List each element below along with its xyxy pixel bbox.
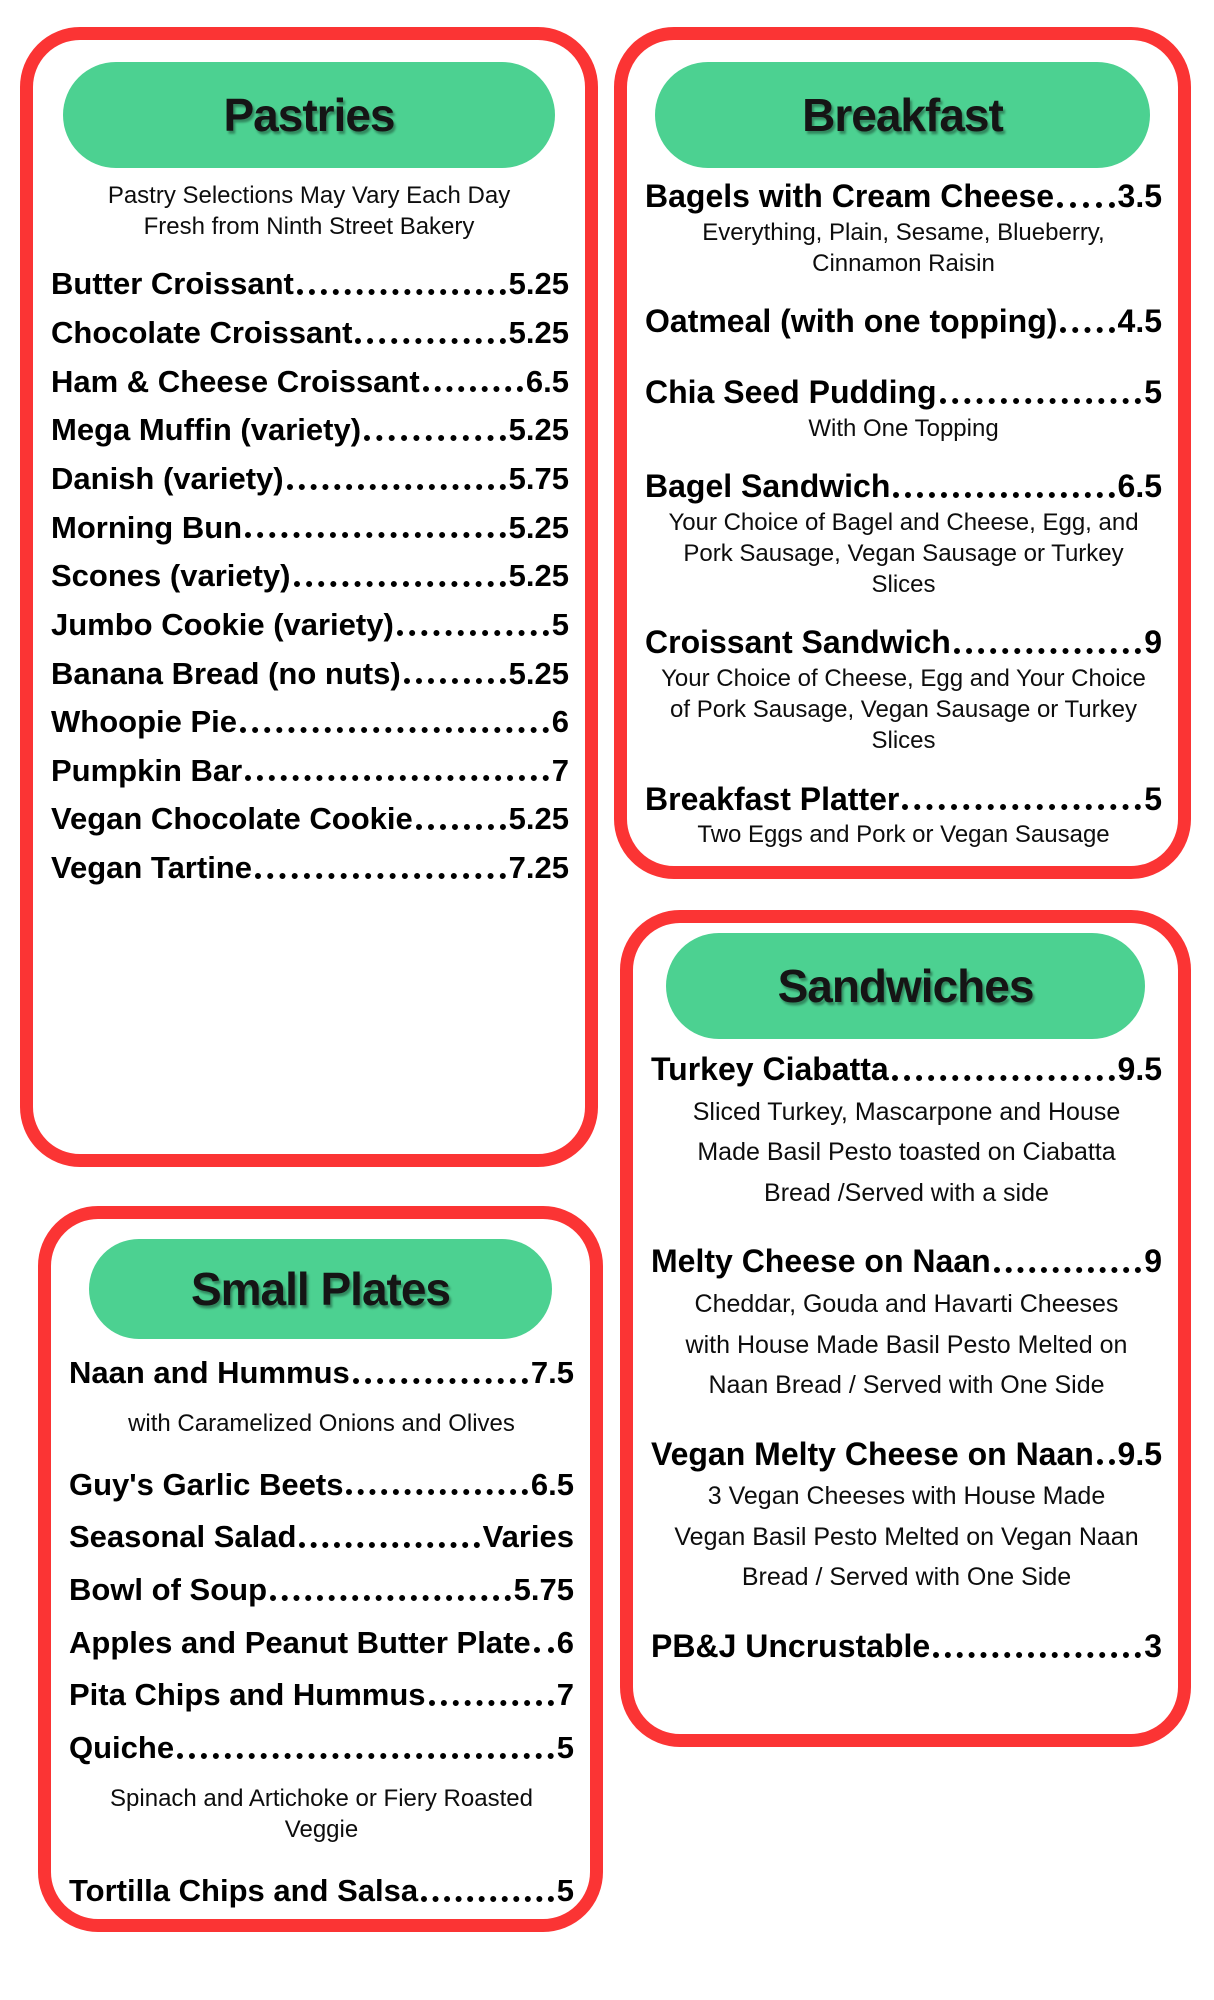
item-name: Butter Croissant bbox=[51, 266, 294, 302]
dotted-leader bbox=[270, 1595, 511, 1601]
dotted-leader bbox=[534, 1647, 554, 1653]
item-price: 6 bbox=[551, 704, 569, 740]
menu-item-row bbox=[51, 607, 569, 643]
item-name: Melty Cheese on Naan bbox=[651, 1243, 991, 1280]
breakfast-header-pill bbox=[655, 62, 1151, 168]
menu-item-row bbox=[69, 1730, 574, 1766]
menu-item-group bbox=[645, 303, 1162, 340]
menu-item-group bbox=[645, 624, 1162, 756]
item-name: Tortilla Chips and Salsa bbox=[69, 1873, 419, 1909]
item-description: Two Eggs and Pork or Vegan Sausage bbox=[697, 821, 1110, 849]
item-name: Croissant Sandwich bbox=[645, 624, 951, 661]
item-description: with Caramelized Onions and Olives bbox=[128, 1409, 515, 1437]
menu-item-row bbox=[51, 461, 569, 497]
menu-item-row bbox=[645, 781, 1162, 818]
dotted-leader bbox=[1057, 202, 1114, 208]
breakfast-item-list bbox=[627, 168, 1178, 851]
menu-item-row bbox=[651, 1051, 1162, 1088]
item-name: Mega Muffin (variety) bbox=[51, 412, 362, 448]
menu-item-row bbox=[645, 374, 1162, 411]
dotted-leader bbox=[299, 1542, 479, 1548]
item-price: 5.25 bbox=[508, 655, 569, 691]
item-name: Whoopie Pie bbox=[51, 704, 237, 740]
item-price: 5.25 bbox=[508, 412, 569, 448]
item-name: Chia Seed Pudding bbox=[645, 373, 937, 410]
menu-item-row bbox=[651, 1243, 1162, 1280]
item-price: 6.5 bbox=[1117, 467, 1162, 504]
dotted-leader bbox=[1097, 1459, 1115, 1465]
dotted-leader bbox=[423, 386, 523, 392]
item-name: Turkey Ciabatta bbox=[651, 1051, 889, 1087]
menu-item-row bbox=[51, 704, 569, 740]
item-price: 5.25 bbox=[508, 558, 569, 594]
menu-item-row bbox=[51, 801, 569, 837]
menu-item-row bbox=[645, 468, 1162, 505]
item-name: Scones (variety) bbox=[51, 558, 291, 594]
item-price: 5.75 bbox=[508, 460, 569, 496]
item-name: Pita Chips and Hummus bbox=[69, 1677, 426, 1713]
item-name: Vegan Tartine bbox=[51, 850, 252, 886]
item-description: Your Choice of Bagel and Cheese, Egg, and Pork Sausage, Vegan Sausage or Turkey Slices bbox=[668, 508, 1139, 599]
dotted-leader bbox=[1060, 327, 1114, 333]
item-name: Pumpkin Bar bbox=[51, 752, 243, 788]
item-price: 5 bbox=[551, 606, 569, 642]
item-name: Quiche bbox=[69, 1730, 175, 1766]
menu-item-row bbox=[51, 364, 569, 400]
sandwiches-header-pill bbox=[666, 933, 1146, 1039]
menu-item-row bbox=[51, 753, 569, 789]
dotted-leader bbox=[404, 678, 506, 684]
item-price: 6 bbox=[556, 1624, 574, 1660]
dotted-leader bbox=[245, 775, 549, 781]
item-description: With One Topping bbox=[808, 414, 999, 442]
menu-item-row bbox=[51, 558, 569, 594]
menu-item-group bbox=[69, 1355, 574, 1439]
item-price: 7 bbox=[556, 1677, 574, 1713]
item-price: 5 bbox=[1144, 780, 1162, 817]
item-price: 9 bbox=[1144, 1243, 1162, 1280]
dotted-leader bbox=[346, 1489, 527, 1495]
breakfast-card bbox=[614, 27, 1191, 879]
item-price: 5.25 bbox=[508, 315, 569, 351]
dotted-leader bbox=[355, 338, 505, 344]
menu-item-row bbox=[51, 850, 569, 886]
sandwiches-section-title: Sandwiches bbox=[777, 960, 1034, 1012]
item-price: 9 bbox=[1144, 624, 1162, 661]
dotted-leader bbox=[893, 492, 1114, 498]
small-plates-item-list bbox=[51, 1339, 590, 1909]
item-name: Bowl of Soup bbox=[69, 1572, 268, 1608]
dotted-leader bbox=[353, 1378, 528, 1384]
dotted-leader bbox=[397, 630, 549, 636]
dotted-leader bbox=[297, 289, 506, 295]
item-name: Vegan Chocolate Cookie bbox=[51, 801, 413, 837]
dotted-leader bbox=[177, 1753, 554, 1759]
item-name: Breakfast Platter bbox=[645, 780, 900, 817]
menu-item-row bbox=[69, 1873, 574, 1909]
sandwiches-card bbox=[620, 910, 1191, 1747]
dotted-leader bbox=[245, 532, 506, 538]
item-price: 9.5 bbox=[1117, 1051, 1162, 1087]
dotted-leader bbox=[892, 1075, 1115, 1081]
item-price: 9.5 bbox=[1117, 1435, 1162, 1472]
item-price: 5 bbox=[556, 1873, 574, 1909]
menu-item-row bbox=[51, 510, 569, 546]
menu-item-row bbox=[69, 1467, 574, 1503]
item-description: Your Choice of Cheese, Egg and Your Choice of Pork Sausage, Vegan Sausage or Turkey Slices bbox=[661, 665, 1146, 755]
item-price: 7.5 bbox=[530, 1355, 574, 1390]
item-price: 3.5 bbox=[1117, 178, 1162, 214]
dotted-leader bbox=[902, 804, 1141, 810]
item-price: 5 bbox=[1144, 373, 1162, 410]
item-price: 6.5 bbox=[525, 363, 569, 399]
menu-item-group bbox=[651, 1436, 1162, 1598]
dotted-leader bbox=[364, 435, 506, 441]
menu-item-row bbox=[651, 1436, 1162, 1473]
item-name: Danish (variety) bbox=[51, 460, 284, 496]
item-name: Banana Bread (no nuts) bbox=[51, 655, 401, 691]
item-name: Bagels with Cream Cheese bbox=[645, 178, 1055, 214]
breakfast-section-title: Breakfast bbox=[802, 89, 1003, 141]
menu-item-row bbox=[69, 1625, 574, 1661]
menu-item-group bbox=[651, 1051, 1162, 1213]
item-price: 5 bbox=[556, 1730, 574, 1766]
menu-item-group bbox=[645, 781, 1162, 851]
item-name: Guy's Garlic Beets bbox=[69, 1466, 344, 1502]
pastries-card bbox=[20, 27, 598, 1167]
dotted-leader bbox=[416, 824, 506, 830]
menu-item-row bbox=[69, 1572, 574, 1608]
item-price: 4.5 bbox=[1117, 303, 1162, 340]
dotted-leader bbox=[255, 873, 506, 879]
item-name: Morning Bun bbox=[51, 509, 243, 545]
menu-item-row bbox=[51, 315, 569, 351]
small-plates-card bbox=[38, 1206, 603, 1932]
item-name: PB&J Uncrustable bbox=[651, 1627, 931, 1664]
small-plates-header-pill bbox=[89, 1239, 553, 1339]
item-price: 6.5 bbox=[530, 1466, 574, 1502]
item-description: Spinach and Artichoke or Fiery Roasted Veggie bbox=[110, 1784, 533, 1843]
menu-item-row bbox=[69, 1355, 574, 1391]
menu-item-row bbox=[51, 266, 569, 302]
menu-item-row bbox=[645, 303, 1162, 340]
menu-item-row bbox=[69, 1677, 574, 1713]
pastries-subtitle-line-2: Fresh from Ninth Street Bakery bbox=[143, 213, 475, 241]
item-name: Vegan Melty Cheese on Naan bbox=[651, 1435, 1094, 1472]
pastries-header-pill bbox=[63, 62, 554, 168]
menu-item-row bbox=[51, 412, 569, 448]
item-description: 3 Vegan Cheeses with House Made Vegan Basil Pesto Melted on Vegan Naan Bread / Served with One Side bbox=[674, 1482, 1139, 1592]
dotted-leader bbox=[933, 1652, 1141, 1658]
menu-item-group bbox=[645, 374, 1162, 444]
menu-item-row bbox=[51, 656, 569, 692]
small-plates-section-title: Small Plates bbox=[190, 1263, 451, 1315]
pastries-subtitle bbox=[33, 180, 585, 242]
item-name: Jumbo Cookie (variety) bbox=[51, 606, 394, 642]
menu-item-row bbox=[69, 1519, 574, 1555]
item-name: Seasonal Salad bbox=[69, 1519, 297, 1555]
dotted-leader bbox=[421, 1896, 554, 1902]
dotted-leader bbox=[240, 727, 549, 733]
menu-item-group bbox=[645, 468, 1162, 600]
item-price: Varies bbox=[482, 1519, 574, 1555]
item-price: 7 bbox=[551, 752, 569, 788]
item-name: Ham & Cheese Croissant bbox=[51, 363, 420, 399]
menu-item-group bbox=[645, 178, 1162, 279]
menu-item-group bbox=[69, 1730, 574, 1845]
item-description: Everything, Plain, Sesame, Blueberry, Cinnamon Raisin bbox=[702, 218, 1105, 277]
item-name: Oatmeal (with one topping) bbox=[645, 303, 1058, 340]
dotted-leader bbox=[994, 1267, 1142, 1273]
menu-item-row bbox=[645, 178, 1162, 215]
item-price: 5.25 bbox=[508, 801, 569, 837]
item-name: Chocolate Croissant bbox=[51, 315, 353, 351]
pastries-section-title: Pastries bbox=[223, 89, 395, 141]
menu-item-group bbox=[651, 1243, 1162, 1405]
dotted-leader bbox=[429, 1700, 554, 1706]
dotted-leader bbox=[940, 398, 1142, 404]
item-price: 7.25 bbox=[508, 850, 569, 886]
menu-item-row bbox=[645, 624, 1162, 661]
item-description: Cheddar, Gouda and Havarti Cheeses with House Made Basil Pesto Melted on Naan Bread / Served with One Side bbox=[685, 1290, 1128, 1400]
pastries-subtitle-line-1: Pastry Selections May Vary Each Day bbox=[107, 182, 511, 209]
menu-item-row bbox=[651, 1628, 1162, 1665]
dotted-leader bbox=[954, 648, 1141, 654]
item-name: Naan and Hummus bbox=[69, 1355, 350, 1390]
item-price: 5.75 bbox=[513, 1572, 574, 1608]
item-price: 3 bbox=[1144, 1627, 1162, 1664]
item-price: 5.25 bbox=[508, 509, 569, 545]
item-price: 5.25 bbox=[508, 266, 569, 302]
item-name: Bagel Sandwich bbox=[645, 467, 891, 504]
item-description: Sliced Turkey, Mascarpone and House Made Basil Pesto toasted on Ciabatta Bread /Served with a side bbox=[692, 1097, 1121, 1207]
pastries-item-list bbox=[33, 252, 585, 885]
dotted-leader bbox=[287, 484, 506, 490]
item-name: Apples and Peanut Butter Plate bbox=[69, 1624, 531, 1660]
sandwiches-item-list bbox=[633, 1039, 1178, 1665]
dotted-leader bbox=[294, 581, 506, 587]
